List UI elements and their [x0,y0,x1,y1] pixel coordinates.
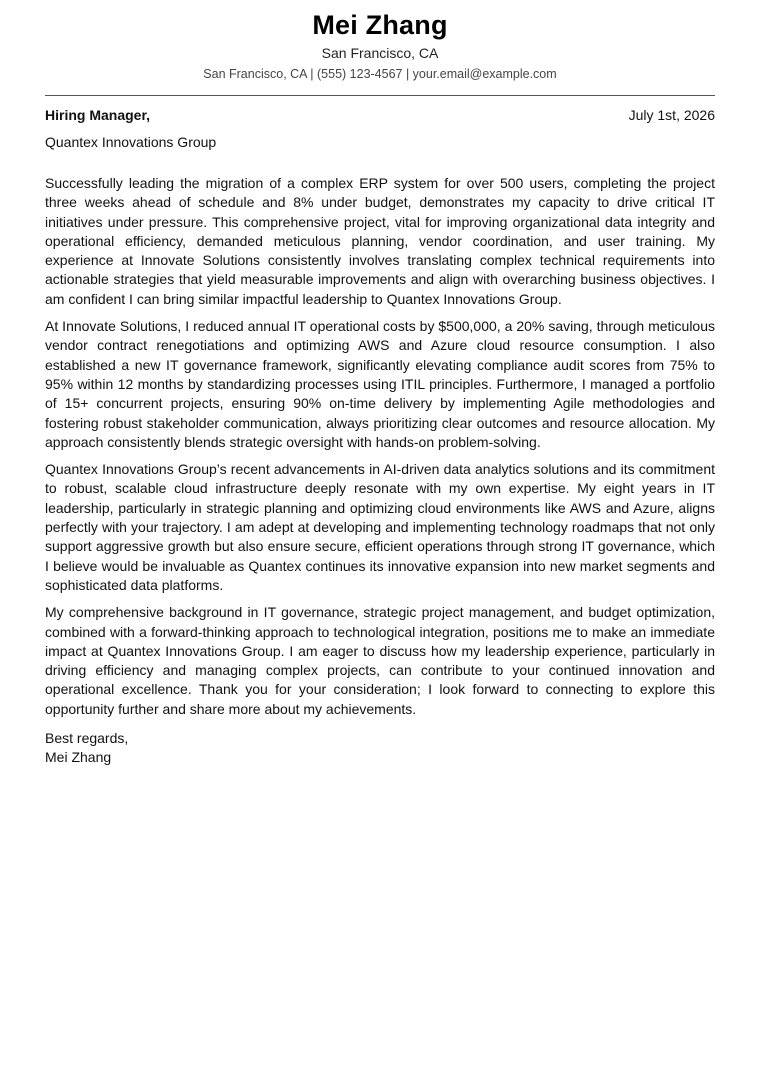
recipient-company: Quantex Innovations Group [45,134,217,150]
letter-body [45,174,715,719]
applicant-contact-line: San Francisco, CA | (555) 123-4567 | your.email@example.com [203,67,557,81]
closing-phrase: Best regards, [45,730,129,747]
header-divider [45,95,715,96]
recipient-salutation: Hiring Manager, [45,107,151,123]
body-paragraph: Successfully leading the migration of a complex ERP system for over 500 users, completing the project three weeks ahead of schedule and 8% under budget, demonstrates my capacity to drive critical IT initiatives under pressure. This comprehensive project, vital for improving organizational data integrity and operational efficiency, demanded meticulous planning, vendor coordination, and user training. My experience at Innovate Solutions consistently involves translating complex technical requirements into actionable strategies that yield measurable improvements and align with overarching business objectives. I am confident I can bring similar impactful leadership to Quantex Innovations Group. [45,175,715,307]
letter-closing [45,729,715,768]
letter-header [45,0,715,83]
applicant-location: San Francisco, CA [321,45,439,61]
body-paragraph: My comprehensive background in IT governance, strategic project management, and budget optimization, combined with a forward-thinking approach to technological integration, positions me to make an immediate impact at Quantex Innovations Group. I am eager to discuss how my leadership experience, particularly in driving efficiency and managing complex projects, can contribute to your continued innovation and operational excellence. Thank you for your consideration; I look forward to connecting to explore this opportunity further and share more about my achievements. [45,604,715,717]
signature-name: Mei Zhang [45,749,112,766]
recipient-date-row [45,106,715,125]
applicant-name: Mei Zhang [312,10,448,40]
body-paragraph: Quantex Innovations Group’s recent advancements in AI-driven data analytics solutions and its commitment to robust, scalable cloud infrastructure deeply resonate with my own expertise. My eight years in IT leadership, particularly in strategic planning and optimizing cloud environments like AWS and Azure, aligns perfectly with your trajectory. I am adept at developing and implementing technology roadmaps that not only support aggressive growth but also ensure secure, efficient operations through strong IT governance, which I believe would be invaluable as Quantex continues its innovative expansion into new market segments and sophisticated data platforms. [45,461,715,593]
body-paragraph: At Innovate Solutions, I reduced annual IT operational costs by $500,000, a 20% saving, through meticulous vendor contract renegotiations and optimizing AWS and Azure cloud resource consumption. I also established a new IT governance framework, significantly elevating compliance audit scores from 75% to 95% within 12 months by standardizing processes using ITIL principles. Furthermore, I managed a portfolio of 15+ concurrent projects, ensuring 90% on-time delivery by implementing Agile methodologies and fostering robust stakeholder communication, always prioritizing clear outcomes and resource allocation. My approach consistently blends strategic oversight with hands-on problem-solving. [45,318,715,450]
letter-date: July 1st, 2026 [628,107,715,123]
